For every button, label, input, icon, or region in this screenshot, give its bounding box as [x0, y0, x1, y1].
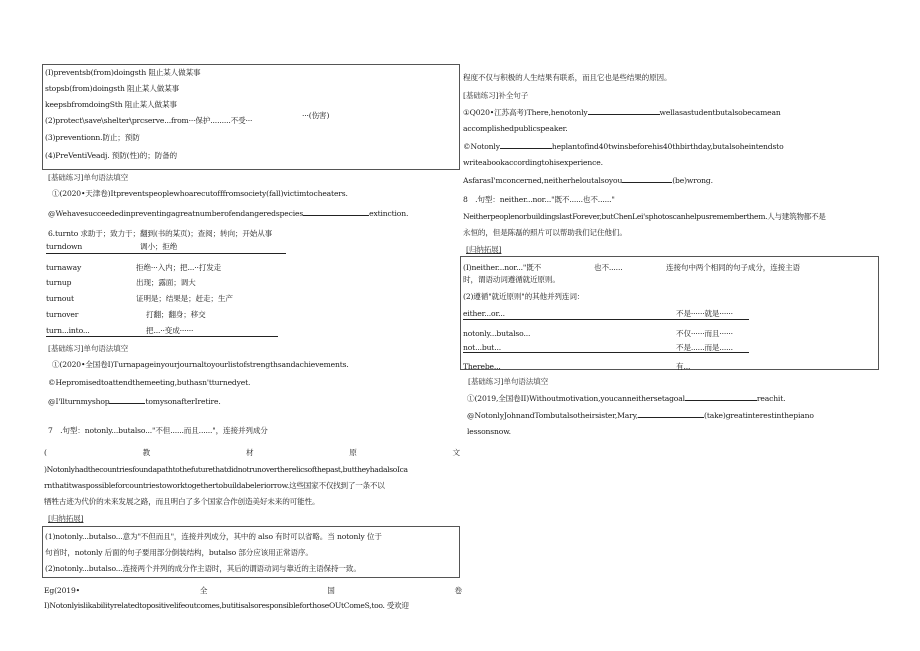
phrase-en: turnover [46, 310, 79, 319]
conjunction-en: not...but... [463, 343, 502, 352]
phrase-en: turnout [46, 294, 74, 303]
answer-blank[interactable] [622, 174, 672, 183]
section-title-notonly: 7 .句型：notonly...butalso..."不但......而且......"，连接并列成分 [48, 426, 268, 435]
summary-text: 连接句中两个相同的句子成分，连接主语 [666, 263, 800, 272]
phrase-cn: 出现；露面；调大 [136, 278, 196, 287]
question-text: ①(2019,全国卷II)Withoutmotivation,youcanneithersetagoal [467, 394, 685, 403]
summary-heading: [归纳拓展] [466, 245, 502, 254]
conjunction-cn: 不仅······而且······ [676, 329, 733, 338]
exercise-question [463, 106, 781, 118]
answer-blank[interactable] [638, 409, 704, 418]
question-text: @Wehavesucceededinpreventingagreatnumberofendangeredspecies [48, 209, 304, 218]
summary-line: 句首时，notonly 后面的句子要用部分倒装结构，butalso 部分应该用正常语序。 [45, 548, 313, 557]
example-label: Eg(2019• 全 国 卷 [44, 586, 462, 595]
conjunction-en: notonly...butalso... [463, 329, 531, 338]
phrase-cn: 证明是；结果是；赶走；生产 [136, 294, 233, 303]
exercise-question: ①(2020•全国卷I)Turnapageinyourjournaltoyourlistofstrengthsandachievements. [52, 360, 349, 369]
box-line: (2)protect\save\shelter\prcserve...from···保护.........不受··· [45, 116, 253, 125]
summary-text: (I)neither...nor..."既不 [463, 263, 542, 272]
answer-blank[interactable] [588, 106, 660, 115]
underline [463, 319, 749, 320]
box-line-tail: ···(伤害) [302, 111, 330, 120]
conjunction-cn: 不是······就是······ [676, 309, 733, 318]
continuation-line: 程度不仅与积极的人生结果有联系，而且它也是些结果的原因。 [463, 73, 672, 82]
box-line: (4)PreVentiVeadj. 预防(性)的；防备的 [45, 151, 177, 160]
box-line: stopsb(from)doingsth 阻止某人做某事 [45, 84, 180, 93]
section-title-turnto: 6.turnto 求助于；致力于；翻到(书的某页)；查阅；转向；开始从事 [48, 229, 273, 238]
exercise-question [48, 207, 408, 219]
question-text: (take)greatinterestinthepiano [704, 411, 814, 420]
phrase-cn: 把...··变成······ [146, 326, 194, 335]
phrase-cn: 拒绝···入内；把...··打发走 [136, 263, 222, 272]
original-text-label: ( 教 材 原 文 [44, 448, 460, 457]
example-line: I)Notonlyislikabilityrelatedtopositivelifeoutcomes,butitisalsoresponsibleforthoseOUtComeS,too. 受欢迎 [44, 601, 409, 610]
conjunction-en: Therebe... [463, 362, 501, 371]
phrase-en: turndown [46, 242, 83, 251]
question-text: @NotonlyJohnandTombutalsotheirsister,Mary, [467, 411, 638, 420]
exercise-question [467, 409, 814, 421]
phrase-en: turnaway [46, 263, 82, 272]
question-text: ①Q020•江苏高考)There,henotonly [463, 108, 588, 117]
exercise-heading: [基础练习]单句语法填空 [48, 173, 129, 182]
summary-line: (2)notonly...butalso...连接两个并列的成分作主语时，其后的谓语动词与靠近的主语保持一致。 [45, 564, 361, 573]
exercise-question: writeabookaccordingtohisexperience. [463, 158, 603, 167]
answer-blank[interactable] [685, 392, 757, 401]
original-text-line: )Notonlyhadthecountriesfoundapathtothefuturethatdidnotrunovertherelicsofthepast,buttheyhadalsoIca [44, 465, 408, 474]
conjunction-cn: 有... [676, 362, 691, 371]
sentence-line: NeitherpeoplenorbuildingslastForever,butChenLei'sphotoscanhelpusrememberthem.人与建筑物都不是 [463, 212, 826, 221]
question-text: ©Notonly [463, 142, 500, 151]
exercise-heading: [基础练习]单句语法填空 [468, 377, 549, 386]
exercise-question: ©Hepromisedtoattendthemeeting,buthasn'tturnedyet. [48, 378, 251, 387]
summary-line: (1)notonly...butalso...意为"不但而且"，连接并列成分，其中的 also 有时可以省略。当 notonly 位于 [45, 532, 382, 541]
exercise-heading: [基础练习]单句语法填空 [48, 344, 129, 353]
phrase-en: turn...into... [46, 326, 90, 335]
summary-heading: [归纳拓展] [48, 514, 84, 523]
question-text: (be)wrong. [672, 176, 713, 185]
summary-text: (2)遵循"就近原则"的其他并列连词： [463, 292, 585, 301]
question-text: extinction. [369, 209, 409, 218]
section-title-neither-nor: 8 .句型：neither...nor..."既不......也不......" [463, 195, 615, 204]
question-text: @I'llturnmyshop [48, 397, 110, 406]
underline [463, 352, 749, 353]
exercise-question [467, 392, 785, 404]
exercise-question: lessonsnow. [467, 427, 511, 436]
summary-text: 时，谓语动词遵循就近原则。 [463, 275, 560, 284]
underline [46, 253, 286, 254]
summary-text: 也不...... [594, 263, 623, 272]
answer-blank[interactable] [303, 207, 369, 216]
box-line: keepsbfromdoingSth 阻止某人做某事 [45, 100, 177, 109]
phrase-en: turnup [46, 278, 72, 287]
exercise-question [463, 174, 713, 186]
question-text: tomysonafterIretire. [145, 397, 221, 406]
sentence-line: 永恒的，但是陈磊的照片可以帮助我们记住他们。 [463, 228, 627, 237]
exercise-heading: [基础练习]补全句子 [463, 91, 529, 100]
underline [46, 336, 278, 337]
original-text-line: rnthatitwaspossibleforcountriestoworktogethertobuildabeleriorrow.这些国家不仅找到了一条不以 [44, 481, 385, 490]
exercise-question [48, 395, 221, 407]
conjunction-cn: 不是......而是...... [676, 343, 733, 352]
exercise-question: ①(2020•天津卷)Itpreventspeoplewhoarecutofffromsociety(fall)victimtocheaters. [52, 189, 348, 198]
question-text: heplantofind40twinsbeforehis40thbirthday,butalsoheintendsto [551, 142, 784, 151]
original-text-line: 牺牲古迹为代价的未来发展之路，而且明白了多个国家合作创造美好未来的可能性。 [44, 497, 320, 506]
box-line: (I)preventsb(from)doingsth 阻止某人做某事 [45, 68, 201, 77]
question-text: reachit. [756, 394, 786, 403]
exercise-question [463, 140, 784, 152]
question-text: wellasastudentbutalsobecamean [659, 108, 781, 117]
phrase-cn: 调小；拒绝 [140, 242, 178, 251]
box-line: (3)preventionn.防止；预防 [45, 133, 140, 142]
exercise-question: accomplishedpublicspeaker. [463, 124, 568, 133]
question-text: AsfarasI'mconcerned,neitherheloutalsoyou [463, 176, 623, 185]
conjunction-en: either...or... [463, 309, 505, 318]
answer-blank[interactable] [500, 140, 552, 149]
phrase-cn: 打翻；翻身；移交 [146, 310, 206, 319]
answer-blank[interactable] [109, 395, 145, 404]
